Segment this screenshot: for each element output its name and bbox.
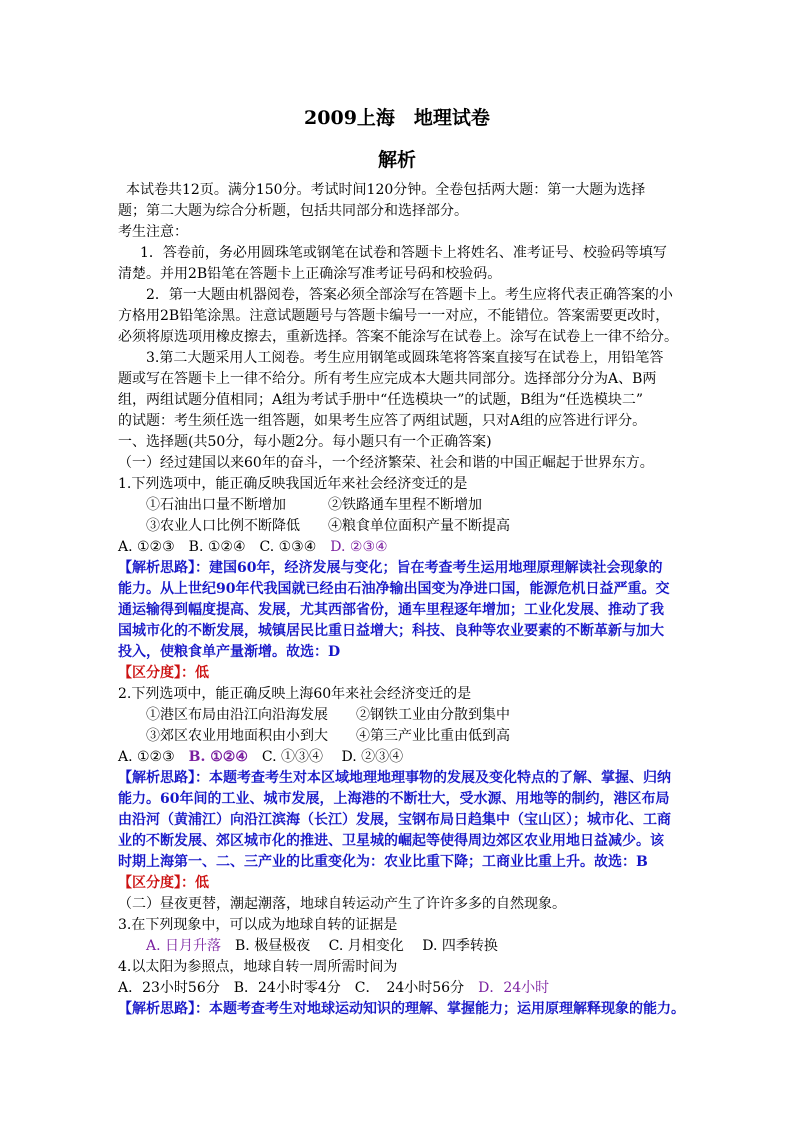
intro-line: 题；第二大题为综合分析题，包括共同部分和选择部分。 — [118, 203, 468, 219]
analysis-line: 国城市化的不断发展，城镇居民比重日益增大；科技、良种等农业要素的不断革新与加大 — [118, 623, 664, 639]
analysis-line: 业的不断发展、郊区城市化的推进、卫星城的崛起等使得周边郊区农业用地日益减少。该 — [118, 833, 664, 849]
question-options — [118, 747, 403, 768]
notice-line: 2．第一大题由机器阅卷，答案必须全部涂写在答题卡上。考生应将代表正确答案的小 — [146, 287, 673, 303]
notice-line: 的试题：考生须任选一组答题，如果考生应答了两组试题，只对A组的应答进行评分。 — [118, 413, 647, 429]
question-stem: 3.在下列现象中，可以成为地球自转的证据是 — [118, 917, 398, 933]
question-items: ①港区布局由沿江向沿海发展 ②钢铁工业由分散到集中 — [146, 707, 510, 723]
analysis-line: 【解析思路】：本题考查考生对地球运动知识的理解、掌握能力；运用原理解释现象的能力。 — [118, 1001, 685, 1017]
question-options — [118, 978, 549, 999]
question-items: ③郊区农业用地面积由小到大 ④第三产业比重由低到高 — [146, 728, 510, 744]
notice-line: 1．答卷前，务必用圆珠笔或钢笔在试卷和答题卡上将姓名、准考证号、校验码等填写 — [140, 245, 667, 261]
intro-line: 本试卷共12页。满分150分。考试时间120分钟。全卷包括两大题：第一大题为选择 — [126, 182, 646, 198]
notice-line: 组，两组试题分值相同；A组为考试手册中“任选模块一”的试题，B组为“任选模块二” — [118, 392, 644, 408]
notice-line: 3.第二大题采用人工阅卷。考生应用钢笔或圆珠笔将答案直接写在试卷上，用铅笔答 — [146, 350, 664, 366]
notice-line: 必须将原选项用橡皮擦去，重新选择。答案不能涂写在试卷上。涂写在试卷上一律不给分。 — [118, 329, 678, 345]
option-text: A. ①②③ — [118, 749, 189, 765]
analysis-line: 投入，使粮食单产量渐增。故选：D — [118, 644, 341, 660]
page-title: 2009上海 地理试卷 — [304, 107, 490, 129]
analysis-line: 【解析思路】：本题考查考生对本区域地理地理事物的发展及变化特点的了解、掌握、归纳 — [118, 770, 671, 786]
analysis-line: 时期上海第一、二、三产业的比重变化为：农业比重下降；工商业比重上升。故选：B — [118, 854, 648, 870]
notice-line: 题或写在答题卡上一律不给分。所有考生应完成本大题共同部分。选择部分分为A、B两 — [118, 371, 657, 387]
analysis-line: 能力。60年间的工业、城市发展，上海港的不断壮大，受水源、用地等的制约，港区布局 — [118, 791, 670, 807]
notice-line: 清楚。并用2B铅笔在答题卡上正确涂写准考证号码和校验码。 — [118, 266, 502, 282]
option-text: C. ①③④ D. ②③④ — [247, 749, 404, 765]
question-stem: 4.以太阳为参照点，地球自转一周所需时间为 — [118, 959, 398, 975]
question-options — [118, 537, 388, 558]
question-options — [146, 936, 498, 957]
analysis-line: 【解析思路】：建国60年，经济发展与变化；旨在考查考生运用地理原理解读社会现象的 — [118, 560, 663, 576]
option-text: A. ①②③ B. ①②④ C. ①③④ — [118, 539, 317, 555]
group-heading: （一）经过建国以来60年的奋斗，一个经济繁荣、社会和谐的中国正崛起于世界东方。 — [118, 455, 654, 471]
option-text: A．23小时56分 B．24小时零4分 C． 24小时56分 — [118, 980, 479, 996]
notice-line: 方格用2B铅笔涂黑。注意试题题号与答题卡编号一一对应，不能错位。答案需要更改时， — [118, 308, 670, 324]
option-text: B. 极昼极夜 C. 月相变化 D. 四季转换 — [221, 938, 498, 954]
answer-option: B. ①②④ — [188, 749, 248, 765]
answer-option: D．24小时 — [478, 980, 550, 996]
question-stem: 1.下列选项中，能正确反映我国近年来社会经济变迁的是 — [118, 476, 468, 492]
page-subtitle: 解析 — [377, 149, 416, 171]
question-stem: 2.下列选项中，能正确反映上海60年来社会经济变迁的是 — [118, 686, 472, 702]
difficulty-label: 【区分度】：低 — [118, 875, 209, 891]
question-items: ③农业人口比例不断降低 ④粮食单位面积产量不断提高 — [146, 518, 510, 534]
section-heading: 一、选择题(共50分，每小题2分。每小题只有一个正确答案) — [118, 434, 492, 450]
difficulty-label: 【区分度】：低 — [118, 665, 209, 681]
analysis-line: 由沿河（黄浦江）向沿江滨海（长江）发展，宝钢布局日趋集中（宝山区）；城市化、工商 — [118, 812, 671, 828]
question-items: ①石油出口量不断增加 ②铁路通车里程不断增加 — [146, 497, 482, 513]
answer-option: A. 日月升落 — [146, 938, 222, 954]
notice-heading: 考生注意： — [118, 224, 188, 240]
answer-option: D. ②③④ — [330, 539, 388, 555]
analysis-line: 能力。从上世纪90年代我国就已经由石油净输出国变为净进口国，能源危机日益严重。交 — [118, 581, 670, 597]
analysis-line: 通运输得到幅度提高、发展，尤其西部省份，通车里程逐年增加；工业化发展、推动了我 — [118, 602, 664, 618]
group-heading: （二）昼夜更替，潮起潮落，地球自转运动产生了许许多多的自然现象。 — [118, 896, 566, 912]
